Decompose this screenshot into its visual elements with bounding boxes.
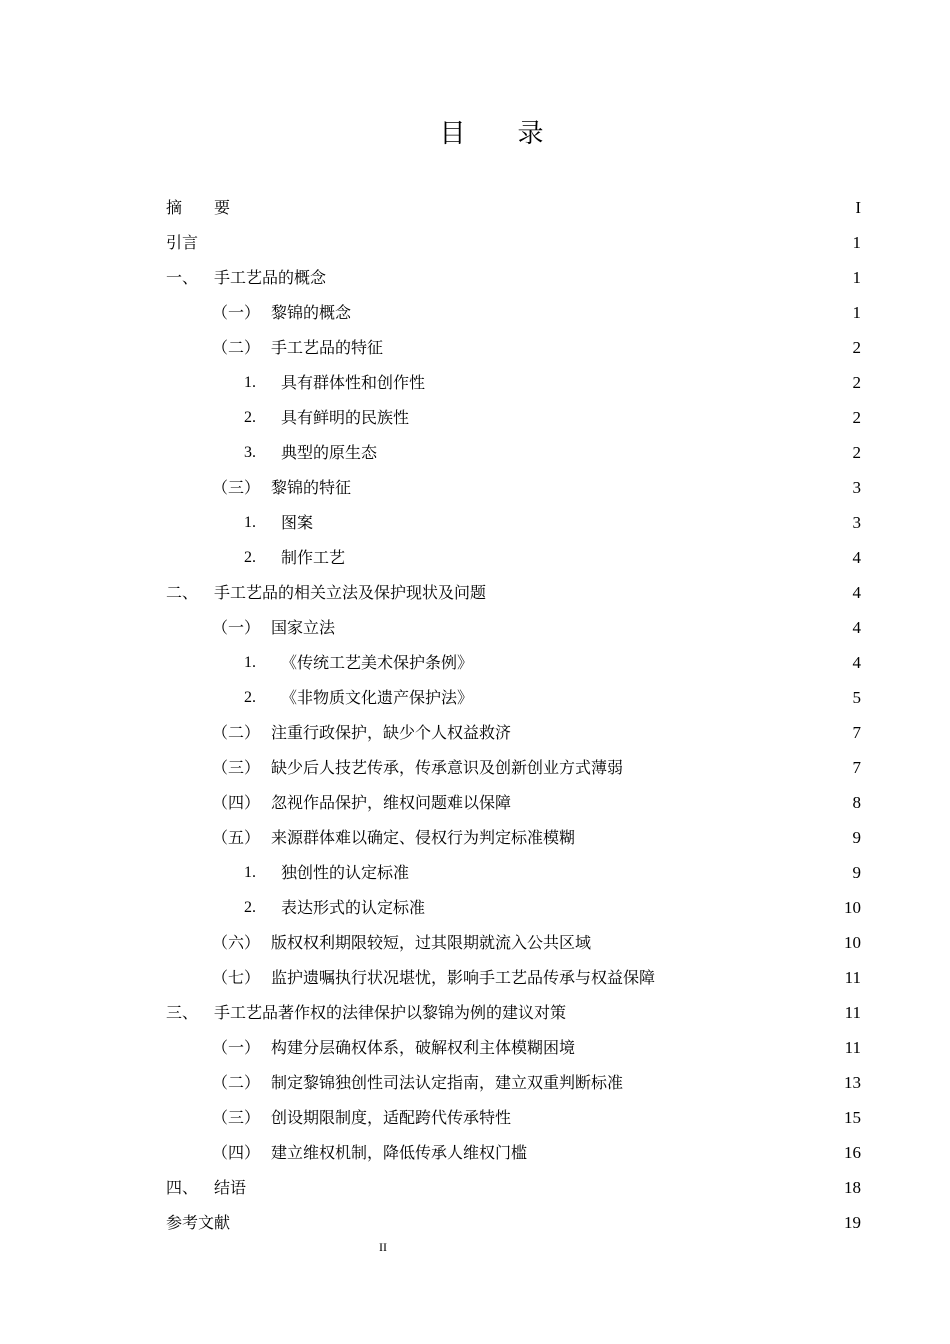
toc-entry[interactable] <box>166 855 861 890</box>
toc-dot-leader <box>383 343 851 357</box>
toc-dot-leader <box>230 1218 843 1232</box>
toc-dot-leader <box>511 1113 843 1127</box>
toc-entry-label: 手工艺品著作权的法律保护以黎锦为例的建议对策 <box>214 1002 567 1022</box>
toc-entry[interactable] <box>166 295 861 330</box>
toc-entry-page: 11 <box>844 1002 861 1022</box>
toc-entry[interactable] <box>166 925 861 960</box>
toc-entry-number: 2. <box>244 408 256 426</box>
toc-entry-page: 9 <box>852 862 861 882</box>
toc-entry-number: （四） <box>212 792 261 812</box>
toc-entry-number: （一） <box>212 302 261 322</box>
toc-entry-page: 16 <box>844 1142 861 1162</box>
toc-entry-page: 3 <box>852 512 861 532</box>
toc-entry-page: 10 <box>844 932 861 952</box>
toc-entry-number: （四） <box>212 1142 261 1162</box>
toc-entry-label: 国家立法 <box>271 617 336 637</box>
toc-entry-label: 《传统工艺美术保护条例》 <box>281 652 474 672</box>
toc-entry-number: （三） <box>212 757 261 777</box>
toc-entry[interactable] <box>166 1100 861 1135</box>
toc-entry-number: 1. <box>244 513 256 531</box>
toc-entry-number: 3. <box>244 443 256 461</box>
toc-entry-label: 手工艺品的特征 <box>271 337 384 357</box>
toc-entry[interactable] <box>166 330 861 365</box>
toc-entry-page: 19 <box>844 1212 861 1232</box>
toc-dot-leader <box>511 798 851 812</box>
toc-entry-page: 1 <box>852 267 861 287</box>
toc-entry[interactable] <box>166 960 861 995</box>
toc-entry-number: （一） <box>212 617 261 637</box>
toc-entry-page: 2 <box>852 372 861 392</box>
toc-dot-leader <box>425 378 851 392</box>
toc-entry[interactable] <box>166 645 861 680</box>
toc-entry-number: 一、 <box>166 267 199 287</box>
toc-entry[interactable] <box>166 190 861 225</box>
toc-dot-leader <box>326 273 851 287</box>
toc-entry-label: 具有鲜明的民族性 <box>281 407 410 427</box>
toc-dot-leader <box>591 938 843 952</box>
toc-entry-page: 15 <box>844 1107 861 1127</box>
toc-dot-leader <box>313 518 851 532</box>
toc-entry[interactable] <box>166 1135 861 1170</box>
toc-entry-number: （二） <box>212 722 261 742</box>
toc-entry-number: 三、 <box>166 1002 199 1022</box>
toc-dot-leader <box>486 588 851 602</box>
toc-entry-label: 参考文献 <box>166 1212 231 1232</box>
title-char-2: 录 <box>517 119 546 149</box>
toc-entry[interactable] <box>166 995 861 1030</box>
title-char-1: 目 <box>439 119 468 149</box>
toc-entry-label: 制定黎锦独创性司法认定指南，建立双重判断标准 <box>271 1072 624 1092</box>
toc-entry-page: 7 <box>852 757 861 777</box>
toc-entry-number: （七） <box>212 967 261 987</box>
toc-entry-number: （二） <box>212 1072 261 1092</box>
toc-entry-page: 1 <box>852 232 861 252</box>
toc-entry[interactable] <box>166 820 861 855</box>
toc-entry[interactable] <box>166 400 861 435</box>
toc-entry[interactable] <box>166 1065 861 1100</box>
toc-entry-label: 版权权利期限较短，过其限期就流入公共区域 <box>271 932 592 952</box>
toc-entry-number: 1. <box>244 863 256 881</box>
toc-entry-number: 二、 <box>166 582 199 602</box>
toc-entry-number: 四、 <box>166 1177 199 1197</box>
toc-entry-page: 2 <box>852 407 861 427</box>
toc-entry-page: 2 <box>852 442 861 462</box>
toc-entry-page: 5 <box>852 687 861 707</box>
toc-entry-page: 4 <box>852 652 861 672</box>
toc-dot-leader <box>511 728 851 742</box>
toc-dot-leader <box>351 483 851 497</box>
toc-entry-number: （三） <box>212 1107 261 1127</box>
toc-dot-leader <box>351 308 851 322</box>
toc-entry-label: 独创性的认定标准 <box>281 862 410 882</box>
toc-entry[interactable] <box>166 435 861 470</box>
toc-entry-label: 制作工艺 <box>281 547 346 567</box>
toc-dot-leader <box>198 238 851 252</box>
toc-entry-label: 来源群体难以确定、侵权行为判定标准模糊 <box>271 827 576 847</box>
toc-entry-label: 建立维权机制，降低传承人维权门槛 <box>271 1142 528 1162</box>
toc-entry-page: 3 <box>852 477 861 497</box>
toc-dot-leader <box>473 658 851 672</box>
toc-entry[interactable] <box>166 890 861 925</box>
toc-dot-leader <box>246 1183 843 1197</box>
toc-entry-number: 1. <box>244 653 256 671</box>
toc-entry-page: 7 <box>852 722 861 742</box>
toc-entry-label: 典型的原生态 <box>281 442 378 462</box>
toc-entry-label: 引言 <box>166 232 199 252</box>
toc-entry-label: 《非物质文化遗产保护法》 <box>281 687 474 707</box>
toc-entry-page: 8 <box>852 792 861 812</box>
toc-entry-page: 13 <box>844 1072 861 1092</box>
toc-entry[interactable] <box>166 680 861 715</box>
toc-entry-page: 2 <box>852 337 861 357</box>
toc-entry-label: 表达形式的认定标准 <box>281 897 426 917</box>
toc-entry-label: 缺少后人技艺传承，传承意识及创新创业方式薄弱 <box>271 757 624 777</box>
toc-dot-leader <box>335 623 851 637</box>
page-title <box>0 113 950 150</box>
toc-entry-number: （三） <box>212 477 261 497</box>
toc-entry-page: 4 <box>852 547 861 567</box>
toc-entry[interactable] <box>166 505 861 540</box>
toc-entry[interactable] <box>166 750 861 785</box>
toc-entry-label: 手工艺品的相关立法及保护现状及问题 <box>214 582 487 602</box>
toc-dot-leader <box>575 833 851 847</box>
toc-entry-number: 2. <box>244 548 256 566</box>
toc-dot-leader <box>377 448 851 462</box>
toc-dot-leader <box>623 763 851 777</box>
toc-entry-number: （二） <box>212 337 261 357</box>
toc-entry[interactable] <box>166 1170 861 1205</box>
toc-entry[interactable] <box>166 470 861 505</box>
toc-dot-leader <box>409 413 851 427</box>
toc-entry[interactable] <box>166 1205 861 1240</box>
toc-entry-label: 忽视作品保护，维权问题难以保障 <box>271 792 512 812</box>
toc-entry[interactable] <box>166 260 861 295</box>
toc-entry[interactable] <box>166 575 861 610</box>
toc-entry-label: 监护遗嘱执行状况堪忧，影响手工艺品传承与权益保障 <box>271 967 656 987</box>
toc-dot-leader <box>527 1148 843 1162</box>
toc-entry-label: 创设期限制度，适配跨代传承特性 <box>271 1107 512 1127</box>
toc-entry-label: 黎锦的概念 <box>271 302 352 322</box>
toc-entry-page: 1 <box>852 302 861 322</box>
toc-entry-number: （五） <box>212 827 261 847</box>
toc-entry-page: I <box>855 197 861 217</box>
toc-entry-label: 手工艺品的概念 <box>214 267 327 287</box>
toc-entry-page: 4 <box>852 617 861 637</box>
toc-dot-leader <box>623 1078 843 1092</box>
table-of-contents <box>166 190 861 1240</box>
toc-dot-leader <box>230 203 854 217</box>
toc-dot-leader <box>425 903 843 917</box>
toc-entry-label: 图案 <box>281 512 314 532</box>
toc-entry[interactable] <box>166 365 861 400</box>
toc-dot-leader <box>655 973 844 987</box>
toc-entry[interactable] <box>166 785 861 820</box>
toc-entry-label: 构建分层确权体系，破解权利主体模糊困境 <box>271 1037 576 1057</box>
toc-entry-page: 11 <box>844 967 861 987</box>
toc-entry-number: （一） <box>212 1037 261 1057</box>
toc-entry-page: 10 <box>844 897 861 917</box>
toc-entry-label: 具有群体性和创作性 <box>281 372 426 392</box>
toc-entry-number: 1. <box>244 373 256 391</box>
toc-entry[interactable] <box>166 1030 861 1065</box>
toc-dot-leader <box>409 868 851 882</box>
toc-dot-leader <box>575 1043 844 1057</box>
toc-entry[interactable] <box>166 610 861 645</box>
toc-entry-label: 注重行政保护，缺少个人权益救济 <box>271 722 512 742</box>
toc-entry-page: 11 <box>844 1037 861 1057</box>
toc-dot-leader <box>345 553 851 567</box>
toc-entry-page: 18 <box>844 1177 861 1197</box>
toc-entry-label: 摘 要 <box>166 197 231 217</box>
toc-entry-page: 9 <box>852 827 861 847</box>
toc-dot-leader <box>566 1008 844 1022</box>
toc-entry-number: 2. <box>244 898 256 916</box>
toc-dot-leader <box>473 693 851 707</box>
footer-page-number: II <box>379 1240 387 1254</box>
toc-entry[interactable] <box>166 715 861 750</box>
toc-entry-number: 2. <box>244 688 256 706</box>
toc-entry-label: 结语 <box>214 1177 247 1197</box>
toc-entry-label: 黎锦的特征 <box>271 477 352 497</box>
toc-entry[interactable] <box>166 540 861 575</box>
toc-entry[interactable] <box>166 225 861 260</box>
toc-entry-number: （六） <box>212 932 261 952</box>
toc-entry-page: 4 <box>852 582 861 602</box>
